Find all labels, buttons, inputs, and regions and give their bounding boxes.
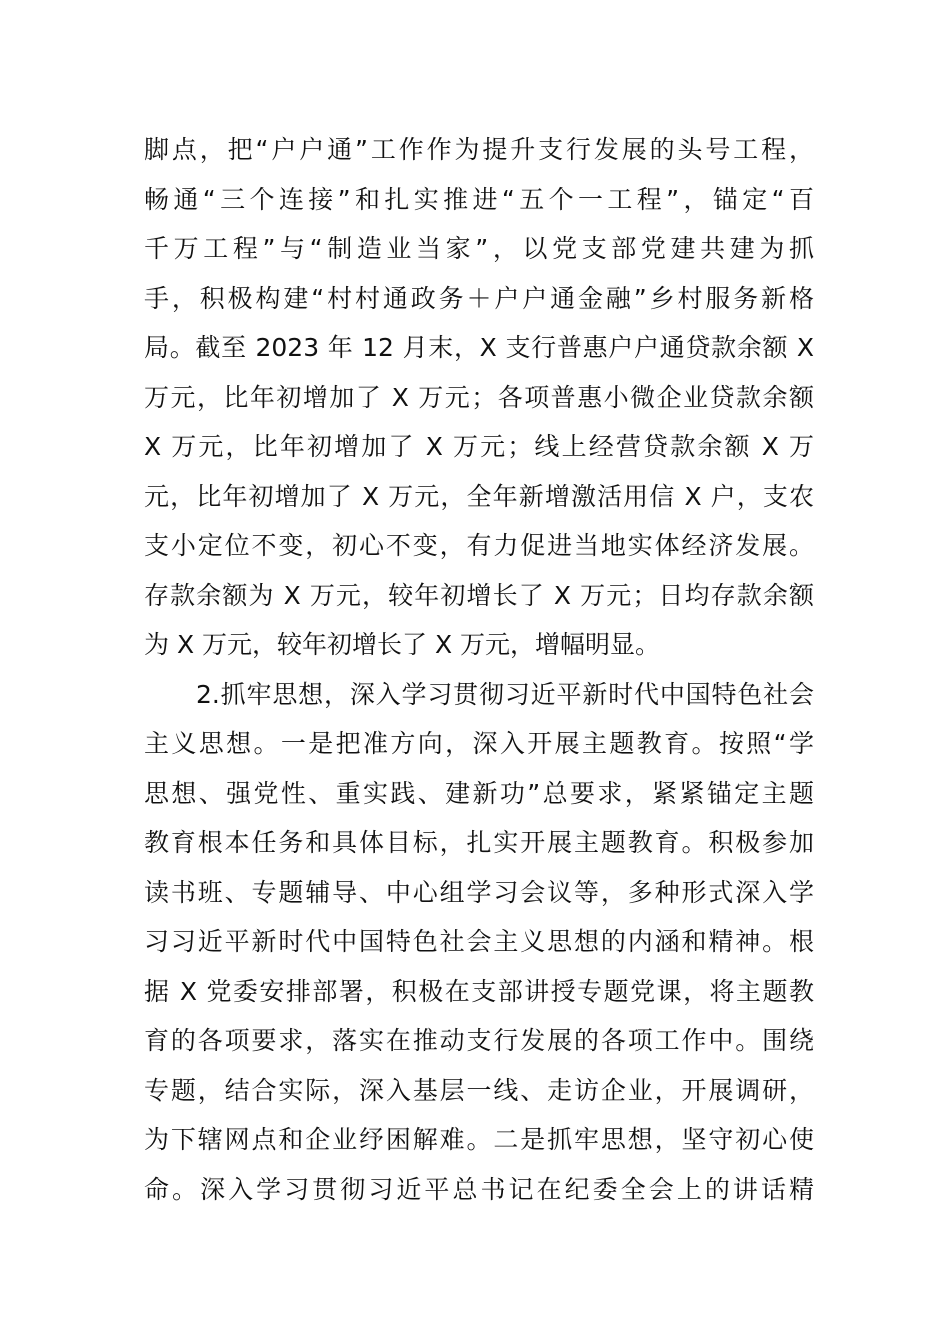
text-line: 教育根本任务和具体目标，扎实开展主题教育。积极参加 — [144, 828, 814, 857]
text-line: 万元，比年初增加了 X 万元；各项普惠小微企业贷款余额 — [144, 382, 814, 412]
text-line: 支小定位不变，初心不变，有力促进当地实体经济发展。 — [144, 531, 814, 560]
text-line: 育的各项要求，落实在推动支行发展的各项工作中。围绕 — [144, 1026, 814, 1055]
text-line: 脚点，把“户户通”工作作为提升支行发展的头号工程， — [144, 135, 814, 164]
text-line: 命。深入学习贯彻习近平总书记在纪委全会上的讲话精 — [144, 1174, 814, 1204]
text-line: 读书班、专题辅导、中心组学习会议等，多种形式深入学 — [144, 877, 814, 907]
text-line: 习习近平新时代中国特色社会主义思想的内涵和精神。根 — [144, 927, 814, 956]
text-line: X 万元，比年初增加了 X 万元；线上经营贷款余额 X 万 — [144, 432, 814, 461]
text-line: 畅通“三个连接”和扎实推进“五个一工程”，锚定“百 — [144, 184, 814, 214]
text-line: 元，比年初增加了 X 万元，全年新增激活用信 X 户，支农 — [144, 481, 814, 511]
text-line: 为 X 万元，较年初增长了 X 万元，增幅明显。 — [144, 630, 661, 659]
paragraph-start-line: 2.抓牢思想，深入学习贯彻习近平新时代中国特色社会 — [196, 679, 814, 709]
text-line: 手，积极构建“村村通政务＋户户通金融”乡村服务新格 — [144, 283, 814, 313]
text-line: 为下辖网点和企业纾困解难。二是抓牢思想，坚守初心使 — [144, 1125, 814, 1154]
text-line: 据 X 党委安排部署，积极在支部讲授专题党课，将主题教 — [144, 976, 814, 1006]
text-line: 专题，结合实际，深入基层一线、走访企业，开展调研， — [144, 1075, 814, 1105]
body-text — [144, 125, 814, 1214]
text-line: 思想、强党性、重实践、建新功”总要求，紧紧锚定主题 — [144, 778, 814, 808]
text-line: 局。截至 2023 年 12 月末，X 支行普惠户户通贷款余额 X — [144, 333, 814, 362]
text-line: 千万工程”与“制造业当家”，以党支部党建共建为抓 — [144, 234, 814, 263]
text-line: 主义思想。一是把准方向，深入开展主题教育。按照“学 — [144, 729, 814, 758]
text-line: 存款余额为 X 万元，较年初增长了 X 万元；日均存款余额 — [144, 580, 814, 610]
